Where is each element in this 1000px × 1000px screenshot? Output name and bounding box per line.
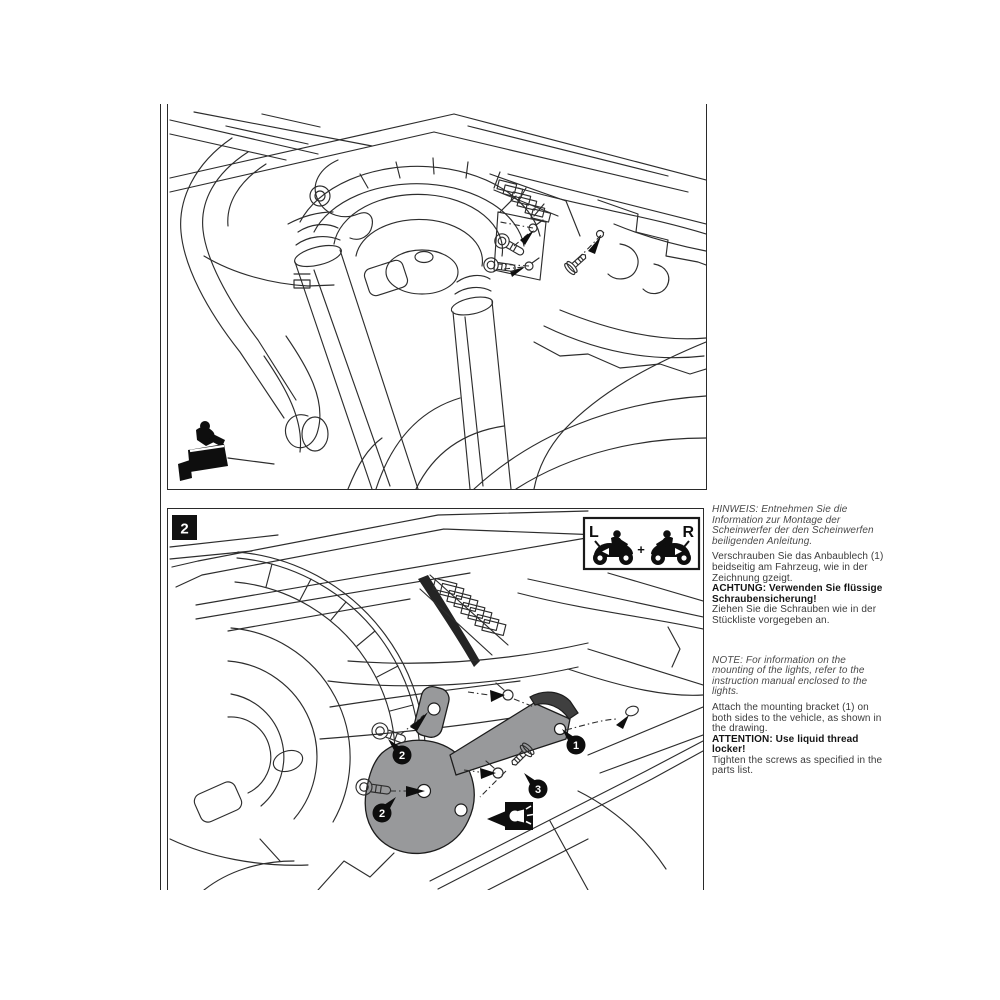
- upper-yoke: [288, 160, 372, 239]
- instruction-text-column: [712, 505, 888, 777]
- figure-panel-bottom: [167, 508, 704, 890]
- german-tighten-text: Ziehen Sie die Schrauben wie in der Stückliste vorgegeben an.: [712, 604, 877, 626]
- left-side-label: L: [589, 524, 599, 541]
- side-indicator-box: [584, 518, 699, 569]
- right-side-label: R: [682, 524, 694, 541]
- arrow-icon: [588, 236, 601, 254]
- motorcycle-rider-silhouette-icon: [178, 421, 274, 481]
- headlight-pointer-icon: [487, 802, 533, 830]
- callout-3-number: 3: [534, 784, 542, 796]
- front-fender-band: [181, 138, 334, 418]
- bracket-mounting-drawing: [168, 509, 703, 890]
- english-note: NOTE: For information on the mounting of the lights, refer to the instruction manual enclosed to the lights.: [712, 654, 868, 698]
- fairing-top-left-lines: [170, 112, 706, 192]
- arrow-icon: [490, 690, 505, 702]
- english-tighten-text: Tighten the screws as specified in the parts list.: [712, 754, 883, 777]
- lower-fairing-curves: [348, 342, 706, 489]
- arrow-icon: [616, 715, 629, 729]
- fairing-right-upper-lines: [518, 573, 703, 695]
- mid-fairing-edges: [328, 643, 588, 686]
- callout-1-badge: [562, 729, 586, 755]
- cable-loop: [264, 336, 328, 452]
- callout-2-number: 2: [378, 808, 386, 820]
- fairing-top-lines: [170, 511, 600, 631]
- callout-3-badge: [524, 773, 548, 799]
- flat-screw-icon: [563, 250, 590, 276]
- german-step-text: Verschrauben Sie das Anbaublech (1) beidseitig am Fahrzeug, wie in der Zeichnung gzeigt.: [712, 551, 884, 584]
- step-number: 2: [180, 520, 189, 538]
- german-note: HINWEIS: Entnehmen Sie die Information zur Montage der Scheinwerfer der den Scheinwerfen beiligenden Anleitung.: [712, 504, 874, 547]
- step-badge: [172, 515, 197, 540]
- callout-1-number: 1: [572, 740, 580, 752]
- front-fork-drawing: [168, 104, 706, 489]
- german-warning: ACHTUNG: Verwenden Sie flüssige Schraubensicherung!: [712, 583, 883, 605]
- english-warning: ATTENTION: Use liquid thread locker!: [712, 733, 859, 756]
- fork-tubes: [293, 225, 511, 489]
- callout-2-number: 2: [398, 750, 406, 762]
- page-left-rule: [160, 104, 161, 890]
- english-step-text: Attach the mounting bracket (1) on both sides to the vehicle, as shown in the drawing.: [712, 701, 882, 735]
- figure-panel-top: [167, 104, 707, 490]
- right-fairing: [490, 174, 706, 374]
- connector-stack: [418, 575, 508, 667]
- plus-separator: +: [637, 542, 645, 557]
- language-separator-gap: [712, 627, 888, 656]
